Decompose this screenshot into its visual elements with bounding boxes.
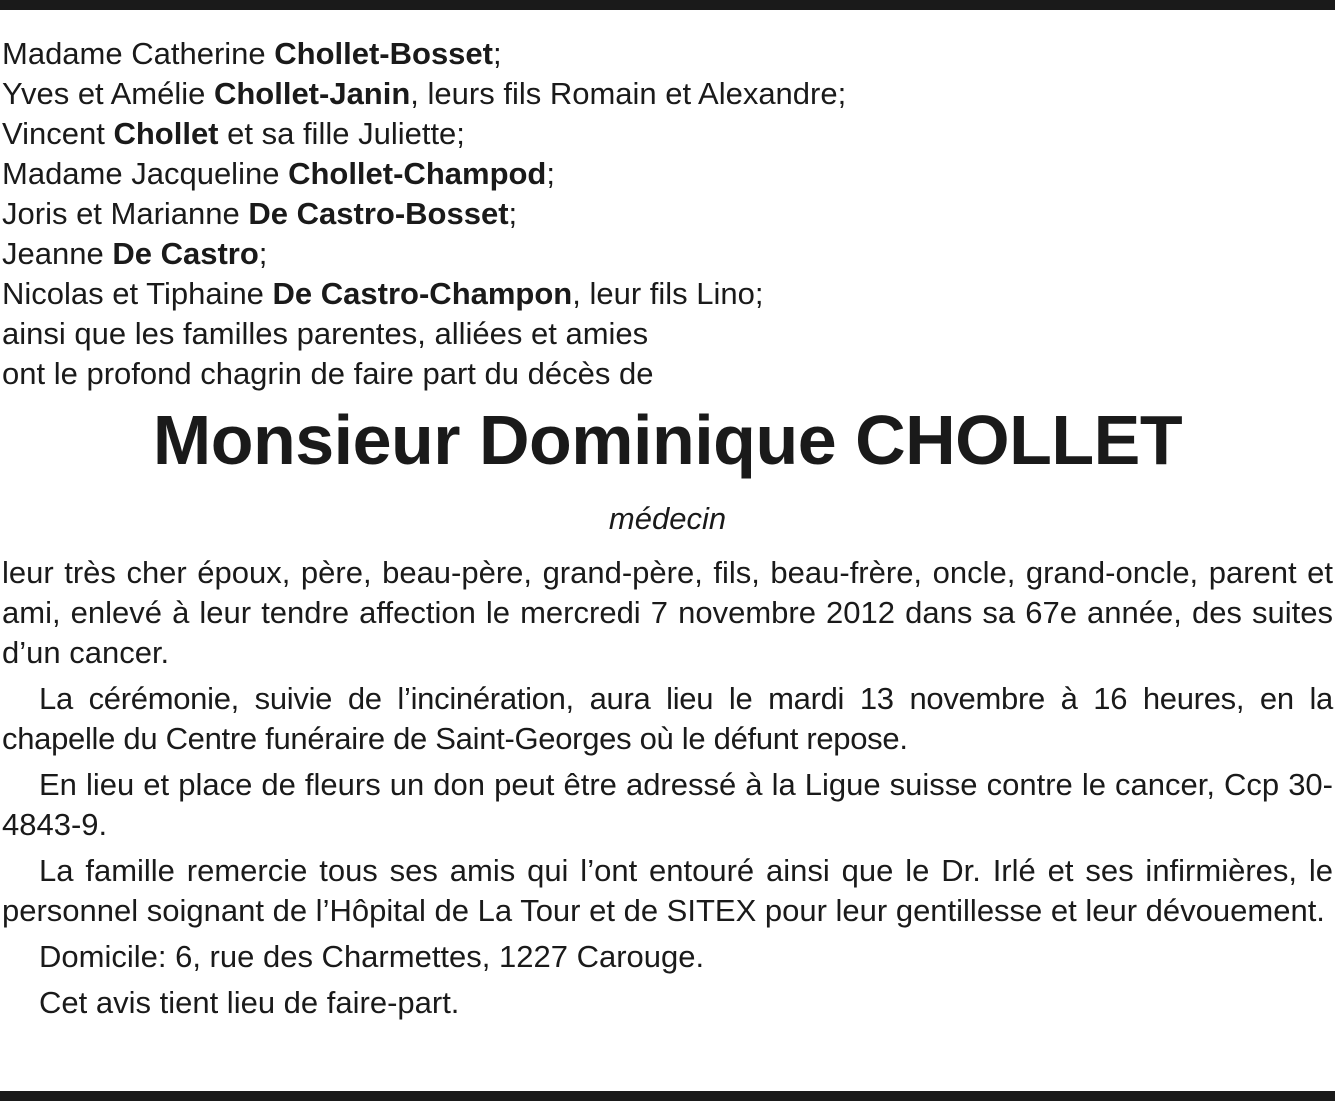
family-given-names: Joris et Marianne: [2, 196, 249, 231]
family-line: [2, 74, 1332, 114]
family-suffix: , leur fils Lino;: [572, 276, 764, 311]
family-suffix: ;: [546, 156, 555, 191]
family-suffix: et sa fille Juliette;: [218, 116, 465, 151]
donation-paragraph: En lieu et place de fleurs un don peut être adressé à la Ligue suisse contre le cancer, Ccp 30-4843-9.: [2, 767, 1333, 842]
notice-paragraph: Cet avis tient lieu de faire-part.: [39, 985, 460, 1020]
family-given-names: Yves et Amélie: [2, 76, 214, 111]
family-surname: Chollet-Janin: [213, 76, 411, 111]
family-suffix: , leurs fils Romain et Alexandre;: [410, 76, 847, 111]
family-surname: Chollet-Champod: [288, 156, 547, 191]
ceremony-paragraph: La cérémonie, suivie de l’incinération, aura lieu le mardi 13 novembre à 16 heures, en la chapelle du Centre funéraire de Saint-Georges où le défunt repose.: [2, 681, 1333, 756]
family-suffix: ;: [508, 196, 518, 231]
notice-body: [2, 553, 1333, 1029]
family-given-names: Jeanne: [2, 236, 113, 271]
relatives-line: ainsi que les familles parentes, alliées et amies: [2, 316, 649, 351]
family-line: [2, 34, 1332, 74]
family-given-names: Vincent: [2, 116, 114, 151]
announcement-line: ont le profond chagrin de faire part du décès de: [2, 356, 654, 391]
family-suffix: ;: [493, 36, 502, 71]
family-line: [2, 114, 1332, 154]
deceased-name: Monsieur Dominique CHOLLET: [152, 401, 1183, 479]
deceased-profession: médecin: [608, 501, 727, 536]
family-list: [2, 34, 1332, 394]
top-border-rule: [0, 0, 1335, 10]
family-surname: De Castro-Bosset: [248, 196, 509, 231]
family-surname: De Castro: [112, 236, 259, 271]
family-given-names: Madame Jacqueline: [2, 156, 289, 191]
family-line: [2, 154, 1332, 194]
bottom-border-rule: [0, 1091, 1335, 1101]
relation-paragraph: leur très cher époux, père, beau-père, grand-père, fils, beau-frère, oncle, grand-oncle, parent et ami, enlevé à leur tendre affection le mercredi 7 novembre 2012 dans sa 67e année, des suites d’un cancer.: [2, 555, 1333, 670]
family-given-names: Madame Catherine: [2, 36, 275, 71]
family-surname: De Castro-Champon: [272, 276, 573, 311]
family-line: [2, 194, 1332, 234]
thanks-paragraph: La famille remercie tous ses amis qui l’ont entouré ainsi que le Dr. Irlé et ses infirmières, le personnel soignant de l’Hôpital de La Tour et de SITEX pour leur gentillesse et leur dévouement.: [2, 853, 1333, 928]
family-surname: Chollet-Bosset: [274, 36, 493, 71]
family-given-names: Nicolas et Tiphaine: [2, 276, 273, 311]
family-surname: Chollet: [113, 116, 219, 151]
family-line: [2, 274, 1332, 314]
domicile-paragraph: Domicile: 6, rue des Charmettes, 1227 Carouge.: [39, 939, 705, 974]
family-suffix: ;: [258, 236, 268, 271]
family-line: [2, 234, 1332, 274]
